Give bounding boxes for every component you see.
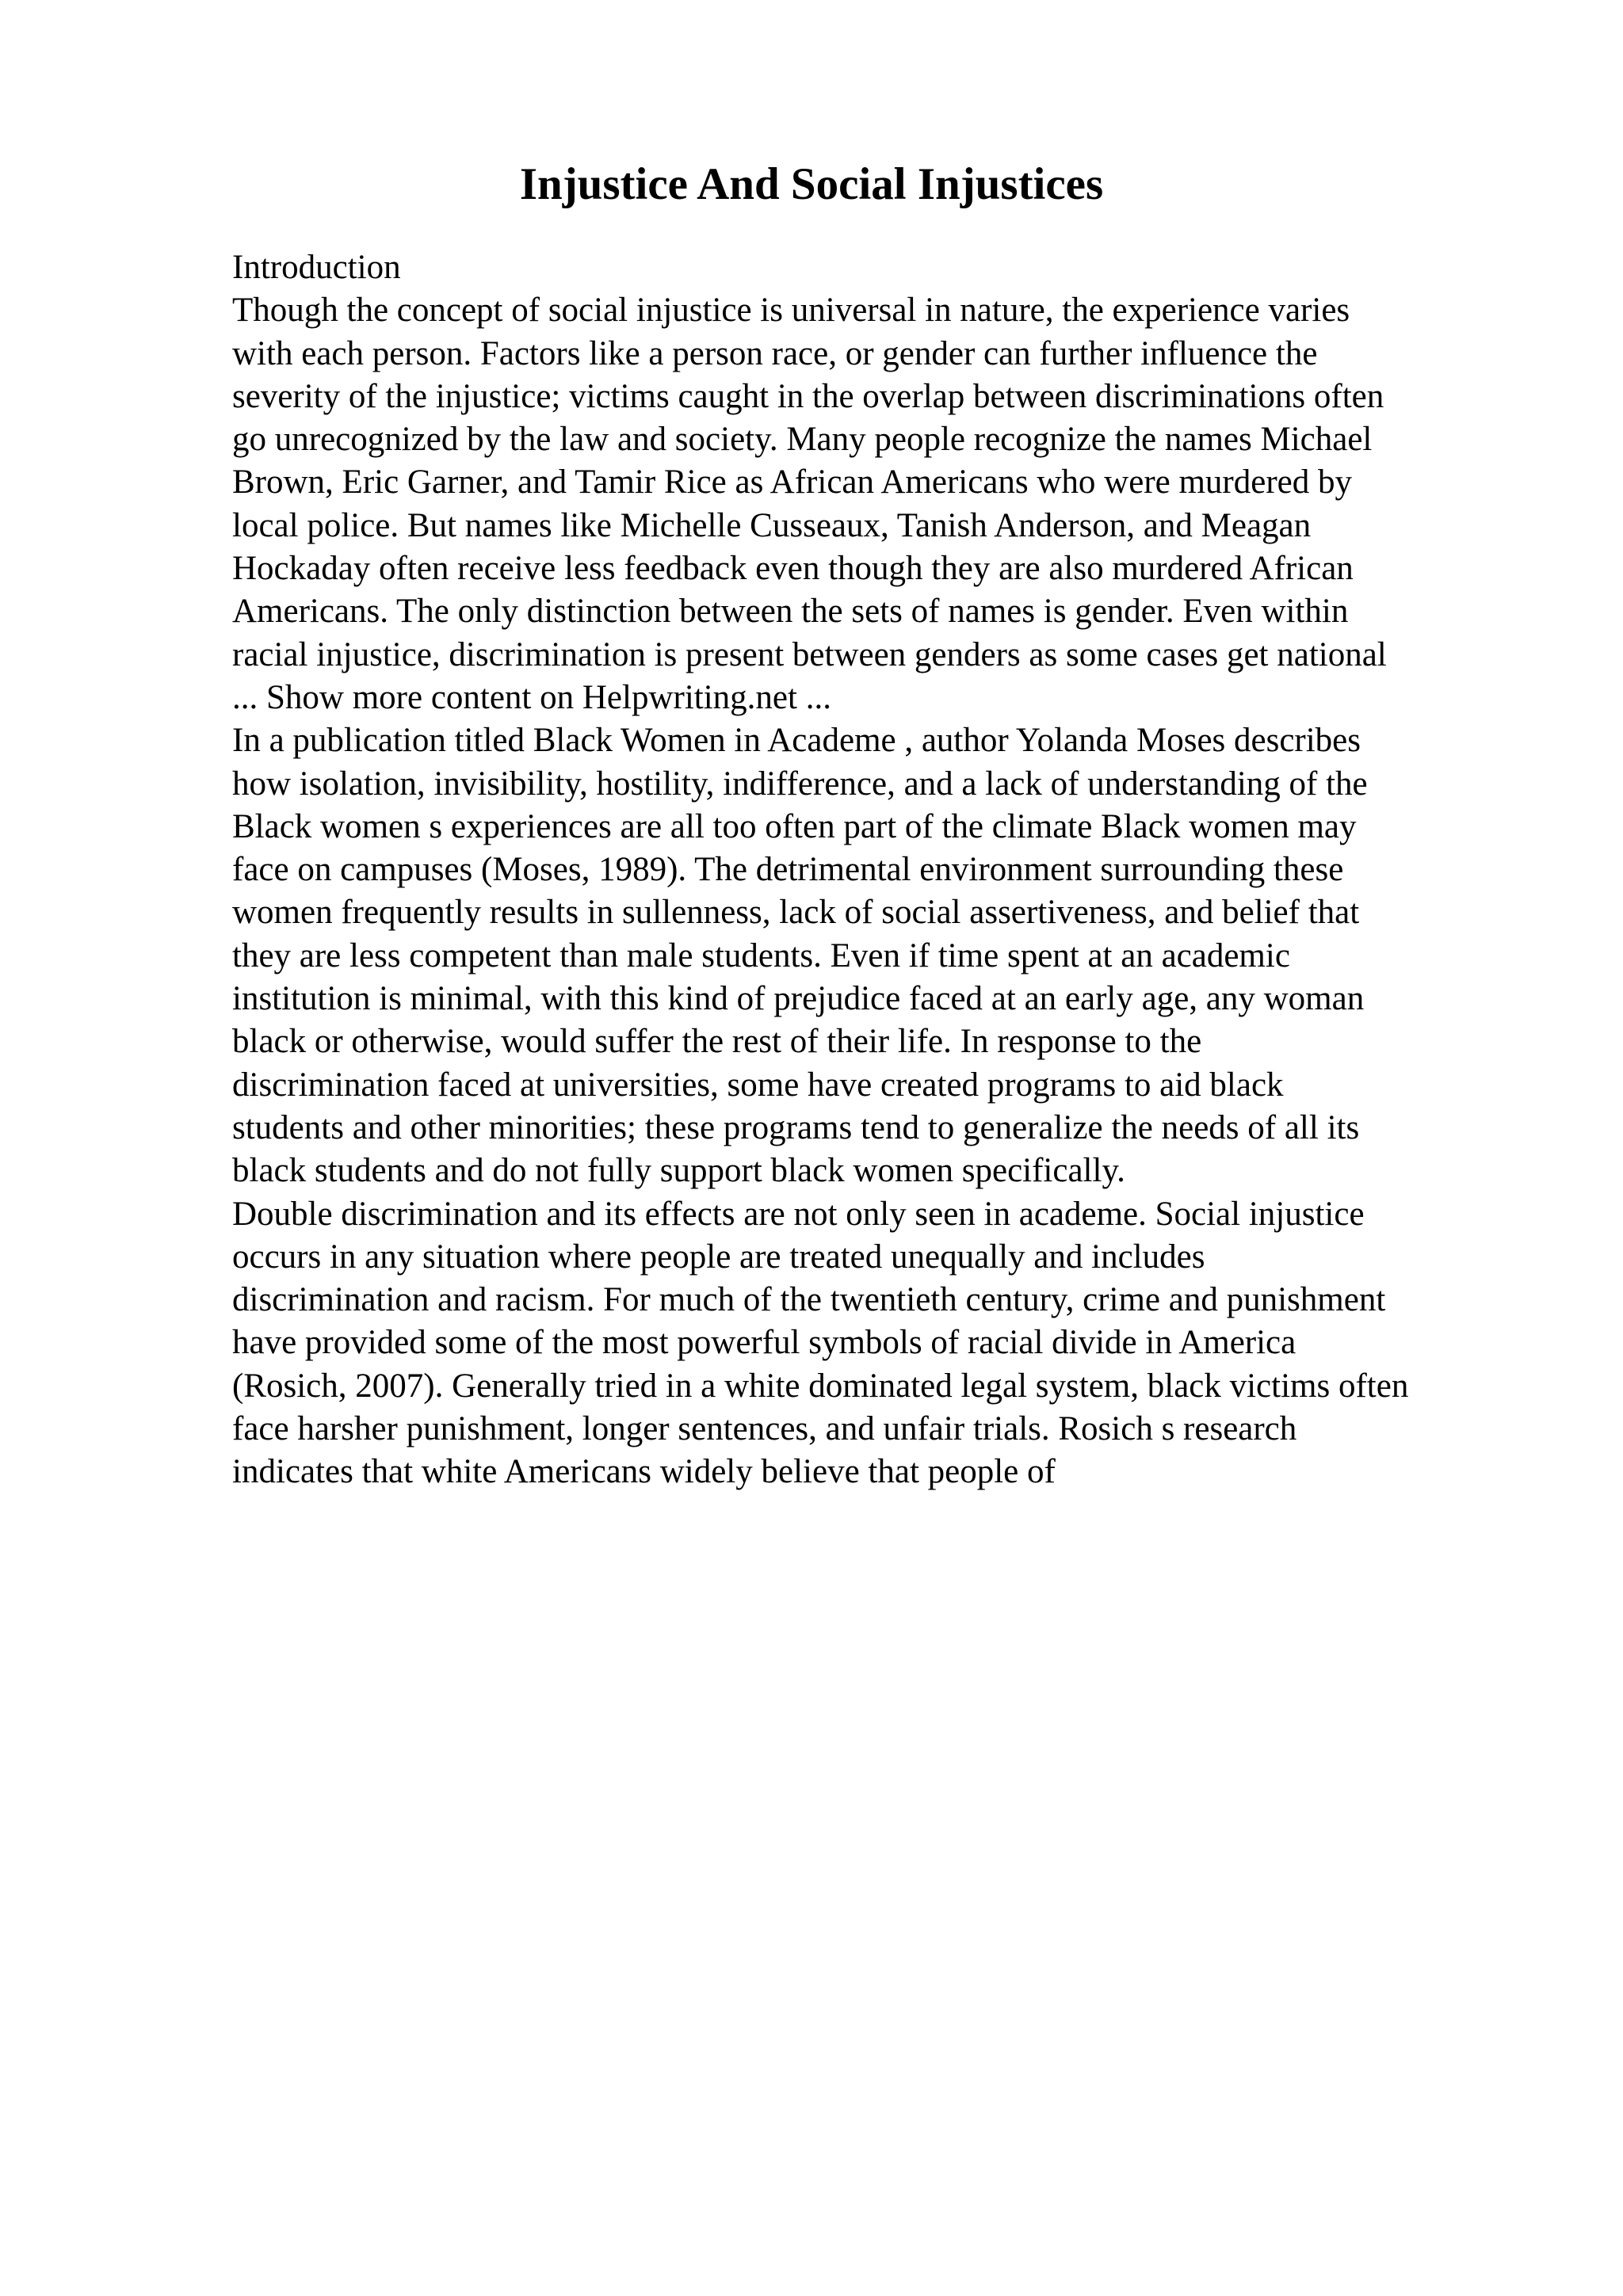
- body-line: how isolation, invisibility, hostility, indifference, and a lack of understanding of the: [232, 765, 1368, 803]
- body-line: occurs in any situation where people are treated unequally and includes: [232, 1238, 1205, 1276]
- body-line: black or otherwise, would suffer the rest of their life. In response to the: [232, 1023, 1202, 1061]
- body-line: go unrecognized by the law and society. Many people recognize the names Michael: [232, 421, 1373, 459]
- body-line: Hockaday often receive less feedback even though they are also murdered African: [232, 550, 1354, 588]
- document-title: Injustice And Social Injustices: [519, 159, 1104, 209]
- body-line: they are less competent than male students. Even if time spent at an academic: [232, 936, 1290, 974]
- body-line: institution is minimal, with this kind of prejudice faced at an early age, any woman: [232, 980, 1365, 1018]
- body-line: Brown, Eric Garner, and Tamir Rice as African Americans who were murdered by: [232, 463, 1352, 502]
- body-line: indicates that white Americans widely believe that people of: [232, 1453, 1056, 1491]
- body-line: Double discrimination and its effects are not only seen in academe. Social injustice: [232, 1195, 1365, 1233]
- section-heading-introduction: Introduction: [232, 249, 401, 286]
- show-more-line: ... Show more content on Helpwriting.net ...: [232, 678, 831, 716]
- body-line: Though the concept of social injustice is universal in nature, the experience varies: [232, 292, 1350, 330]
- body-line: discrimination and racism. For much of the twentieth century, crime and punishment: [232, 1281, 1386, 1319]
- body-line: severity of the injustice; victims caught in the overlap between discriminations often: [232, 377, 1384, 415]
- body-line: face on campuses (Moses, 1989). The detrimental environment surrounding these: [232, 851, 1344, 889]
- body-line: Americans. The only distinction between the sets of names is gender. Even within: [232, 593, 1349, 631]
- body-line: with each person. Factors like a person race, or gender can further influence the: [232, 334, 1318, 372]
- body-line: discrimination faced at universities, some have created programs to aid black: [232, 1066, 1284, 1104]
- body-line: (Rosich, 2007). Generally tried in a white dominated legal system, black victims often: [232, 1367, 1409, 1405]
- body-line: Black women s experiences are all too often part of the climate Black women may: [232, 807, 1357, 845]
- document-body: [232, 246, 1611, 1494]
- body-line: local police. But names like Michelle Cusseaux, Tanish Anderson, and Meagan: [232, 506, 1312, 544]
- body-line: women frequently results in sullenness, lack of social assertiveness, and belief that: [232, 894, 1360, 932]
- body-line: have provided some of the most powerful symbols of racial divide in America: [232, 1324, 1296, 1362]
- body-line: face harsher punishment, longer sentences, and unfair trials. Rosich s research: [232, 1410, 1297, 1448]
- body-line: students and other minorities; these programs tend to generalize the needs of all its: [232, 1108, 1360, 1146]
- body-line: In a publication titled Black Women in Academe , author Yolanda Moses describes: [232, 722, 1361, 760]
- body-line: black students and do not fully support black women specifically.: [232, 1152, 1125, 1190]
- body-line: racial injustice, discrimination is present between genders as some cases get national: [232, 635, 1387, 673]
